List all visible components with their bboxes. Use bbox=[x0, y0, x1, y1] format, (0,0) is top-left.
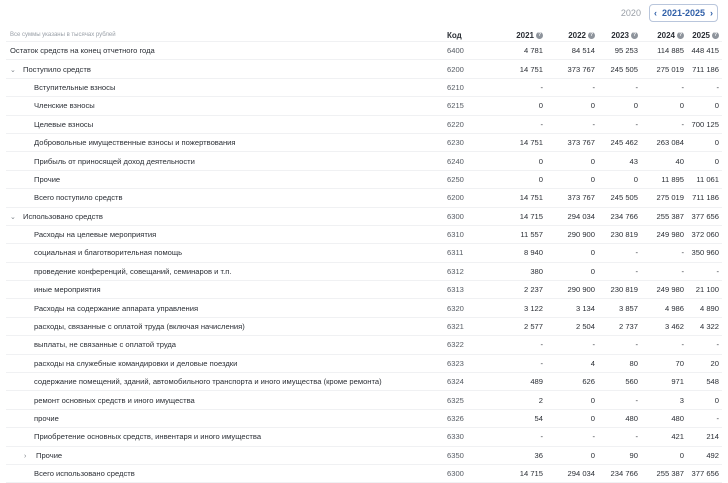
row-value-2024: 275 019 bbox=[641, 189, 687, 207]
row-value-2021: 380 bbox=[501, 262, 546, 280]
row-value-2021: 2 237 bbox=[501, 281, 546, 299]
row-value-2023: 234 766 bbox=[598, 464, 641, 482]
row-value-2022: 0 bbox=[546, 409, 598, 427]
row-value-2022: 0 bbox=[546, 152, 598, 170]
row-value-2024: 3 bbox=[641, 391, 687, 409]
row-value-2025: 0 bbox=[687, 97, 722, 115]
table-row bbox=[6, 133, 722, 151]
row-label-cell bbox=[6, 115, 447, 133]
table-row bbox=[6, 244, 722, 262]
row-value-2023: - bbox=[598, 244, 641, 262]
row-code: 6200 bbox=[447, 60, 501, 78]
table-row bbox=[6, 317, 722, 335]
table-row bbox=[6, 78, 722, 96]
row-label: Членские взносы bbox=[34, 101, 95, 111]
row-value-2024: 114 885 bbox=[641, 42, 687, 60]
row-value-2022: 0 bbox=[546, 170, 598, 188]
table-row bbox=[6, 170, 722, 188]
row-code: 6313 bbox=[447, 281, 501, 299]
row-value-2024: 480 bbox=[641, 409, 687, 427]
row-label: Остаток средств на конец отчетного года bbox=[10, 46, 155, 56]
row-code: 6230 bbox=[447, 133, 501, 151]
row-value-2025: 4 322 bbox=[687, 317, 722, 335]
row-value-2025: 214 bbox=[687, 428, 722, 446]
row-value-2025: 548 bbox=[687, 373, 722, 391]
year-label: 2024 bbox=[657, 30, 675, 40]
row-value-2023: - bbox=[598, 115, 641, 133]
year-label: 2025 bbox=[692, 30, 710, 40]
row-value-2024: - bbox=[641, 78, 687, 96]
row-code: 6250 bbox=[447, 170, 501, 188]
row-value-2023: 480 bbox=[598, 409, 641, 427]
row-code: 6300 bbox=[447, 207, 501, 225]
row-value-2023: 245 462 bbox=[598, 133, 641, 151]
row-value-2022: - bbox=[546, 336, 598, 354]
row-label: Расходы на целевые мероприятия bbox=[34, 230, 157, 240]
row-label: Прибыль от приносящей доход деятельности bbox=[34, 156, 195, 166]
row-label-cell bbox=[6, 133, 447, 151]
info-icon[interactable]: ? bbox=[713, 31, 718, 38]
row-value-2021: 14 751 bbox=[501, 133, 546, 151]
row-value-2022: - bbox=[546, 78, 598, 96]
row-value-2022: - bbox=[546, 428, 598, 446]
row-value-2025: 700 125 bbox=[687, 115, 722, 133]
table-row bbox=[6, 336, 722, 354]
row-value-2023: 3 857 bbox=[598, 299, 641, 317]
row-code: 6210 bbox=[447, 78, 501, 96]
row-label: Всего поступило средств bbox=[34, 193, 123, 203]
year-column-header[interactable] bbox=[598, 29, 641, 42]
row-value-2023: 234 766 bbox=[598, 207, 641, 225]
row-code: 6300 bbox=[447, 464, 501, 482]
prev-year-label[interactable]: 2020 bbox=[620, 8, 641, 18]
row-label: Добровольные имущественные взносы и пожертвования bbox=[34, 138, 236, 148]
row-value-2022: 0 bbox=[546, 97, 598, 115]
row-label-cell bbox=[6, 262, 447, 280]
row-value-2021: 2 577 bbox=[501, 317, 546, 335]
chevron-left-icon[interactable]: ‹ bbox=[653, 8, 657, 18]
row-value-2024: - bbox=[641, 262, 687, 280]
row-code: 6311 bbox=[447, 244, 501, 262]
table-row[interactable] bbox=[6, 207, 722, 225]
row-value-2023: 230 819 bbox=[598, 225, 641, 243]
table-row bbox=[6, 391, 722, 409]
row-value-2024: - bbox=[641, 244, 687, 262]
row-code: 6240 bbox=[447, 152, 501, 170]
row-label-cell bbox=[6, 189, 447, 207]
row-label: Всего использовано средств bbox=[34, 469, 135, 479]
row-value-2023: 245 505 bbox=[598, 189, 641, 207]
row-value-2023: 245 505 bbox=[598, 60, 641, 78]
info-icon[interactable]: ? bbox=[589, 31, 594, 38]
row-code: 6350 bbox=[447, 446, 501, 464]
row-value-2024: 255 387 bbox=[641, 207, 687, 225]
row-value-2021: - bbox=[501, 78, 546, 96]
row-code: 6325 bbox=[447, 391, 501, 409]
row-value-2022: 373 767 bbox=[546, 133, 598, 151]
row-value-2025: 0 bbox=[687, 133, 722, 151]
row-label: содержание помещений, зданий, автомобильного транспорта и иного имущества (кроме ремонта) bbox=[34, 377, 382, 387]
row-code: 6200 bbox=[447, 189, 501, 207]
row-value-2023: - bbox=[598, 336, 641, 354]
row-value-2023: 95 253 bbox=[598, 42, 641, 60]
table-row bbox=[6, 97, 722, 115]
row-value-2025: 377 656 bbox=[687, 207, 722, 225]
row-value-2024: - bbox=[641, 115, 687, 133]
row-value-2025: 4 890 bbox=[687, 299, 722, 317]
row-value-2023: 0 bbox=[598, 170, 641, 188]
info-icon[interactable]: ? bbox=[537, 31, 542, 38]
row-label-cell bbox=[6, 78, 447, 96]
info-icon[interactable]: ? bbox=[632, 31, 637, 38]
row-value-2022: 294 034 bbox=[546, 207, 598, 225]
row-value-2024: - bbox=[641, 336, 687, 354]
row-label-cell bbox=[6, 225, 447, 243]
row-value-2021: 0 bbox=[501, 170, 546, 188]
row-label: выплаты, не связанные с оплатой труда bbox=[34, 340, 177, 350]
row-value-2023: 80 bbox=[598, 354, 641, 372]
row-value-2024: 0 bbox=[641, 97, 687, 115]
row-value-2025: 0 bbox=[687, 152, 722, 170]
row-label-cell bbox=[6, 207, 447, 225]
row-value-2021: 489 bbox=[501, 373, 546, 391]
row-value-2023: - bbox=[598, 78, 641, 96]
row-value-2024: 40 bbox=[641, 152, 687, 170]
row-code: 6326 bbox=[447, 409, 501, 427]
table-header-row bbox=[6, 29, 722, 42]
table-row bbox=[6, 189, 722, 207]
row-value-2024: 971 bbox=[641, 373, 687, 391]
row-value-2022: 84 514 bbox=[546, 42, 598, 60]
row-value-2025: 372 060 bbox=[687, 225, 722, 243]
row-value-2024: 275 019 bbox=[641, 60, 687, 78]
table-body bbox=[6, 42, 722, 483]
row-value-2025: 711 186 bbox=[687, 60, 722, 78]
row-label-cell bbox=[6, 152, 447, 170]
row-code: 6330 bbox=[447, 428, 501, 446]
row-value-2023: 43 bbox=[598, 152, 641, 170]
row-value-2021: 14 751 bbox=[501, 60, 546, 78]
code-column-header: Код bbox=[447, 29, 501, 42]
table-row bbox=[6, 262, 722, 280]
table-row bbox=[6, 464, 722, 482]
row-value-2025: 0 bbox=[687, 391, 722, 409]
table-row bbox=[6, 354, 722, 372]
row-label: проведение конференций, совещаний, семинаров и т.п. bbox=[34, 266, 232, 276]
row-label-cell bbox=[6, 281, 447, 299]
row-label-cell bbox=[6, 317, 447, 335]
row-value-2024: 249 980 bbox=[641, 225, 687, 243]
info-icon[interactable]: ? bbox=[678, 31, 683, 38]
year-column-header[interactable] bbox=[687, 29, 722, 42]
row-label-cell bbox=[6, 391, 447, 409]
row-value-2021: - bbox=[501, 336, 546, 354]
row-value-2022: 3 134 bbox=[546, 299, 598, 317]
row-value-2022: 294 034 bbox=[546, 464, 598, 482]
row-value-2025: 350 960 bbox=[687, 244, 722, 262]
row-label: Целевые взносы bbox=[34, 119, 94, 129]
row-value-2022: 290 900 bbox=[546, 225, 598, 243]
row-label: Поступило средств bbox=[23, 64, 91, 74]
row-label: Расходы на содержание аппарата управления bbox=[34, 303, 199, 313]
row-label-cell bbox=[6, 60, 447, 78]
chevron-right-icon[interactable]: › bbox=[24, 452, 27, 460]
row-label-cell bbox=[6, 336, 447, 354]
row-value-2024: 421 bbox=[641, 428, 687, 446]
row-value-2022: 4 bbox=[546, 354, 598, 372]
row-value-2021: 3 122 bbox=[501, 299, 546, 317]
row-value-2021: - bbox=[501, 354, 546, 372]
row-value-2021: 14 715 bbox=[501, 207, 546, 225]
row-value-2022: - bbox=[546, 115, 598, 133]
row-label: Прочие bbox=[36, 450, 63, 460]
row-value-2025: 377 656 bbox=[687, 464, 722, 482]
row-value-2025: - bbox=[687, 409, 722, 427]
table-row[interactable] bbox=[6, 446, 722, 464]
row-code: 6321 bbox=[447, 317, 501, 335]
row-label-cell bbox=[6, 354, 447, 372]
row-value-2022: 290 900 bbox=[546, 281, 598, 299]
table-row bbox=[6, 281, 722, 299]
row-value-2025: - bbox=[687, 336, 722, 354]
row-value-2025: 20 bbox=[687, 354, 722, 372]
row-value-2022: 373 767 bbox=[546, 60, 598, 78]
row-value-2023: 230 819 bbox=[598, 281, 641, 299]
row-label: расходы, связанные с оплатой труда (включая начисления) bbox=[34, 322, 245, 332]
row-value-2021: 14 715 bbox=[501, 464, 546, 482]
table-row bbox=[6, 428, 722, 446]
row-value-2021: 54 bbox=[501, 409, 546, 427]
row-label-cell bbox=[6, 170, 447, 188]
row-code: 6320 bbox=[447, 299, 501, 317]
row-value-2024: 3 462 bbox=[641, 317, 687, 335]
row-value-2024: 255 387 bbox=[641, 464, 687, 482]
row-value-2022: 0 bbox=[546, 244, 598, 262]
row-code: 6220 bbox=[447, 115, 501, 133]
row-label: прочие bbox=[34, 414, 59, 423]
row-label-cell bbox=[6, 42, 447, 60]
row-value-2021: 14 751 bbox=[501, 189, 546, 207]
row-label: Приобретение основных средств, инвентаря и иного имущества bbox=[34, 432, 262, 442]
row-value-2025: 492 bbox=[687, 446, 722, 464]
row-label-cell bbox=[6, 244, 447, 262]
row-code: 6322 bbox=[447, 336, 501, 354]
row-code: 6312 bbox=[447, 262, 501, 280]
table-row bbox=[6, 299, 722, 317]
row-value-2025: - bbox=[687, 262, 722, 280]
row-value-2023: - bbox=[598, 391, 641, 409]
table-row bbox=[6, 373, 722, 391]
row-value-2025: - bbox=[687, 78, 722, 96]
row-value-2022: 2 504 bbox=[546, 317, 598, 335]
row-value-2023: 90 bbox=[598, 446, 641, 464]
table-row bbox=[6, 42, 722, 60]
row-value-2024: 263 084 bbox=[641, 133, 687, 151]
row-label-cell bbox=[6, 428, 447, 446]
row-value-2024: 4 986 bbox=[641, 299, 687, 317]
year-label: 2022 bbox=[568, 30, 586, 40]
row-value-2022: 626 bbox=[546, 373, 598, 391]
year-column-header[interactable] bbox=[641, 29, 687, 42]
row-value-2021: 0 bbox=[501, 97, 546, 115]
row-label-cell bbox=[6, 299, 447, 317]
table-row bbox=[6, 115, 722, 133]
row-label: иные мероприятия bbox=[34, 285, 101, 295]
row-value-2023: 2 737 bbox=[598, 317, 641, 335]
year-column-header[interactable] bbox=[501, 29, 546, 42]
row-value-2021: - bbox=[501, 115, 546, 133]
row-value-2021: 36 bbox=[501, 446, 546, 464]
row-value-2023: 560 bbox=[598, 373, 641, 391]
row-value-2025: 11 061 bbox=[687, 170, 722, 188]
row-label: ремонт основных средств и иного имущества bbox=[34, 395, 195, 405]
row-label: Вступительные взносы bbox=[34, 82, 116, 92]
row-value-2025: 711 186 bbox=[687, 189, 722, 207]
row-value-2021: 4 781 bbox=[501, 42, 546, 60]
year-label: 2023 bbox=[611, 30, 629, 40]
funds-usage-table bbox=[6, 29, 722, 483]
row-value-2024: 11 895 bbox=[641, 170, 687, 188]
row-label-cell bbox=[6, 446, 447, 464]
year-range-label: 2021-2025 bbox=[661, 8, 705, 18]
table-row[interactable] bbox=[6, 60, 722, 78]
chevron-right-icon[interactable]: › bbox=[710, 8, 713, 18]
row-value-2025: 21 100 bbox=[687, 281, 722, 299]
row-value-2021: - bbox=[501, 428, 546, 446]
row-value-2023: - bbox=[598, 262, 641, 280]
row-label: Использовано средств bbox=[23, 211, 103, 221]
row-label: расходы на служебные командировки и деловые поездки bbox=[34, 358, 238, 368]
row-label-cell bbox=[6, 464, 447, 482]
row-label: Прочие bbox=[34, 174, 61, 184]
row-value-2022: 0 bbox=[546, 391, 598, 409]
chevron-down-icon[interactable]: ⌄ bbox=[10, 213, 16, 221]
chevron-down-icon[interactable]: ⌄ bbox=[10, 66, 16, 74]
row-value-2022: 0 bbox=[546, 446, 598, 464]
row-label: социальная и благотворительная помощь bbox=[34, 248, 183, 258]
row-label-cell bbox=[6, 97, 447, 115]
row-value-2023: - bbox=[598, 428, 641, 446]
row-code: 6215 bbox=[447, 97, 501, 115]
row-value-2024: 70 bbox=[641, 354, 687, 372]
row-value-2021: 8 940 bbox=[501, 244, 546, 262]
table-row bbox=[6, 152, 722, 170]
table-row bbox=[6, 409, 722, 427]
row-value-2022: 373 767 bbox=[546, 189, 598, 207]
row-code: 6310 bbox=[447, 225, 501, 243]
year-navigator bbox=[621, 4, 718, 22]
row-value-2023: 0 bbox=[598, 97, 641, 115]
row-value-2021: 2 bbox=[501, 391, 546, 409]
row-code: 6400 bbox=[447, 42, 501, 60]
year-range-selector[interactable] bbox=[649, 4, 718, 22]
table-row bbox=[6, 225, 722, 243]
row-label-cell bbox=[6, 409, 447, 427]
row-label-cell bbox=[6, 373, 447, 391]
row-value-2021: 0 bbox=[501, 152, 546, 170]
row-code: 6324 bbox=[447, 373, 501, 391]
row-value-2024: 0 bbox=[641, 446, 687, 464]
units-note: Все суммы указаны в тысячах рублей bbox=[6, 29, 447, 42]
year-column-header[interactable] bbox=[546, 29, 598, 42]
row-value-2024: 249 980 bbox=[641, 281, 687, 299]
row-value-2021: 11 557 bbox=[501, 225, 546, 243]
row-value-2022: 0 bbox=[546, 262, 598, 280]
row-code: 6323 bbox=[447, 354, 501, 372]
row-value-2025: 448 415 bbox=[687, 42, 722, 60]
year-label: 2021 bbox=[516, 30, 534, 40]
